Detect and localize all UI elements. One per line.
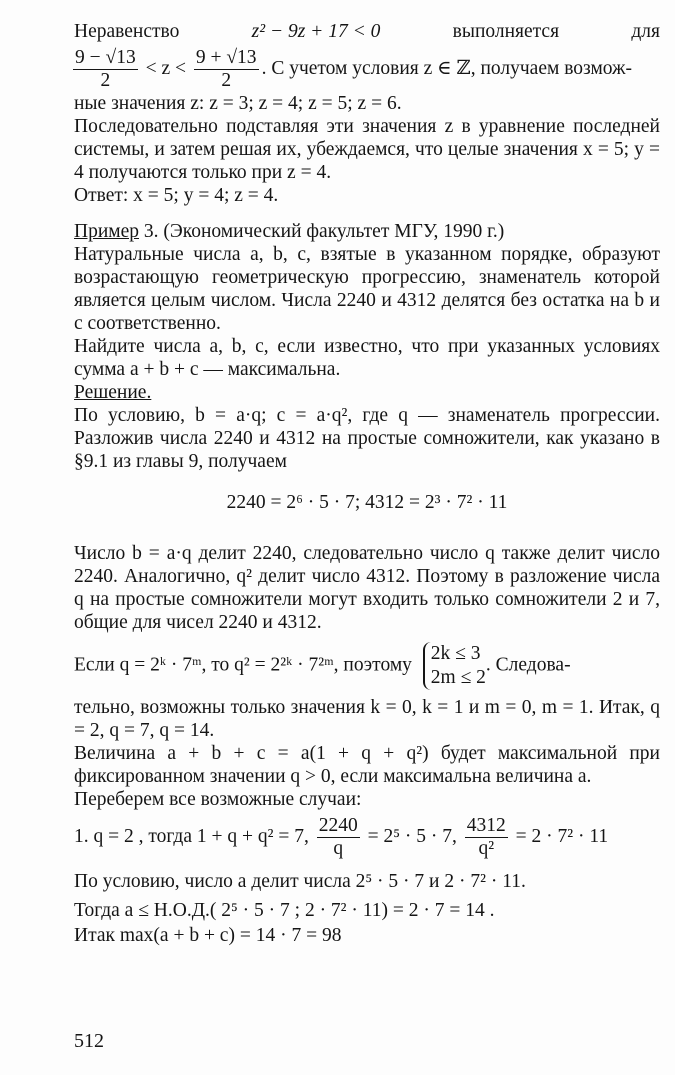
fraction-left-denominator: 2 [100,70,111,91]
case-1-end: = 2 · 7² · 11 [515,825,609,847]
solution-paragraph-3: тельно, возможны только значения k = 0, k = 1 и m = 0, m = 1. Итак, q = 2, q = 7, q = 14. [74,697,660,741]
fraction-left [73,47,138,92]
solution-paragraph-2: Число b = a·q делит 2240, следовательно число q также делит число 2240. Аналогично, q² делит число 4312. Поэтому в разложение числа q на простые сомножители могут входить только сомножители 2 и 7, общие для чисел 2240 и 4312. [74,543,660,633]
page-body [74,20,660,947]
solution-label: Решение. [74,382,152,403]
solution-paragraph-4: Величина a + b + c = a(1 + q + q²) будет максимальной при фиксированном значении q > 0, если максимальна величина a. [74,743,660,787]
example-heading [74,220,660,243]
factorization-formula: 2240 = 2⁶ · 5 · 7; 4312 = 2³ · 7² · 11 [226,492,508,513]
example-label: Пример [74,221,140,242]
solution-paragraph-1: По условию, b = a·q; c = a·q², где q — знаменатель прогрессии. Разложив числа 2240 и 4312 на простые сомножители, как указано в §9.1 из главы 9, получаем [74,405,660,472]
case-1-fraction-1-numerator: 2240 [318,815,358,836]
case-1-line-3: Тогда a ≤ Н.О.Д.( 2⁵ · 5 · 7 ; 2 · 7² · 11) = 2 · 7 = 14 . [74,900,495,921]
answer-1: Ответ: x = 5; y = 4; z = 4. [74,185,279,206]
if-line-start: Если q = 2ᵏ · 7ᵐ, то q² = 2²ᵏ · 7²ᵐ, поэтому [74,654,412,676]
case-1-fraction-2-denominator: q² [478,838,495,859]
fraction-right-numerator: 9 + √13 [195,47,257,68]
problem-text: Натуральные числа a, b, c, взятые в указанном порядке, образуют возрастающую геометрическую прогрессию, знаменатель которой является целым числом. Числа 2240 и 4312 делятся без остатка на b и c соответственно. [74,244,660,334]
paragraph-substitute: Последовательно подставляя эти значения z в уравнение последней системы, и затем решая их, убеждаемся, что целые значения x = 5; y = 4 получаются только при z = 4. [74,116,660,183]
example-source: 3. (Экономический факультет МГУ, 1990 г.) [139,221,505,242]
fraction-right [194,47,259,92]
problem-task: Найдите числа a, b, c, если известно, что при указанных условиях сумма a + b + c — максимальна. [74,336,660,380]
intro-inequality-formula: z² − 9z + 17 < 0 [251,21,381,42]
fraction-right-denominator: 2 [221,70,232,91]
intro-word-inequality: Неравенство [74,21,180,42]
system-row-1: 2k ≤ 3 [430,643,481,664]
case-1-line-2: По условию, число a делит числа 2⁵ · 5 · 7 и 2 · 7² · 11. [74,871,526,892]
case-1-fraction-2 [465,815,508,860]
intro-line-2 [70,47,660,92]
case-1-fraction-2-numerator: 4312 [466,815,506,836]
case-1-fraction-1-denominator: q [333,838,344,859]
if-line [74,642,660,690]
case-1-line-4: Итак max(a + b + c) = 14 · 7 = 98 [74,925,342,946]
intro-word-for: для [631,21,660,42]
if-line-end: . Следова- [485,654,571,676]
system-row-2: 2m ≤ 2 [430,667,486,688]
case-1-mid: = 2⁵ · 5 · 7, [367,825,457,847]
case-1-start: 1. q = 2 , тогда 1 + q + q² = 7, [74,825,309,847]
page-number: 512 [74,1030,104,1052]
intro-lt-z-lt: < z < [145,57,186,79]
inequality-system [423,642,486,690]
fraction-left-numerator: 9 − √13 [75,47,136,68]
intro-line-2-rest: . С учетом условия z ∈ ℤ, получаем возмож- [261,57,633,79]
intro-line-1 [74,20,660,43]
case-1-fraction-1 [317,815,360,860]
case-1-line [74,815,660,860]
intro-line-3: ные значения z: z = 3; z = 4; z = 5; z = 6. [74,93,402,114]
spacer [74,207,660,220]
solution-paragraph-5: Переберем все возможные случаи: [74,789,362,810]
intro-word-holds: выполняется [452,21,560,42]
